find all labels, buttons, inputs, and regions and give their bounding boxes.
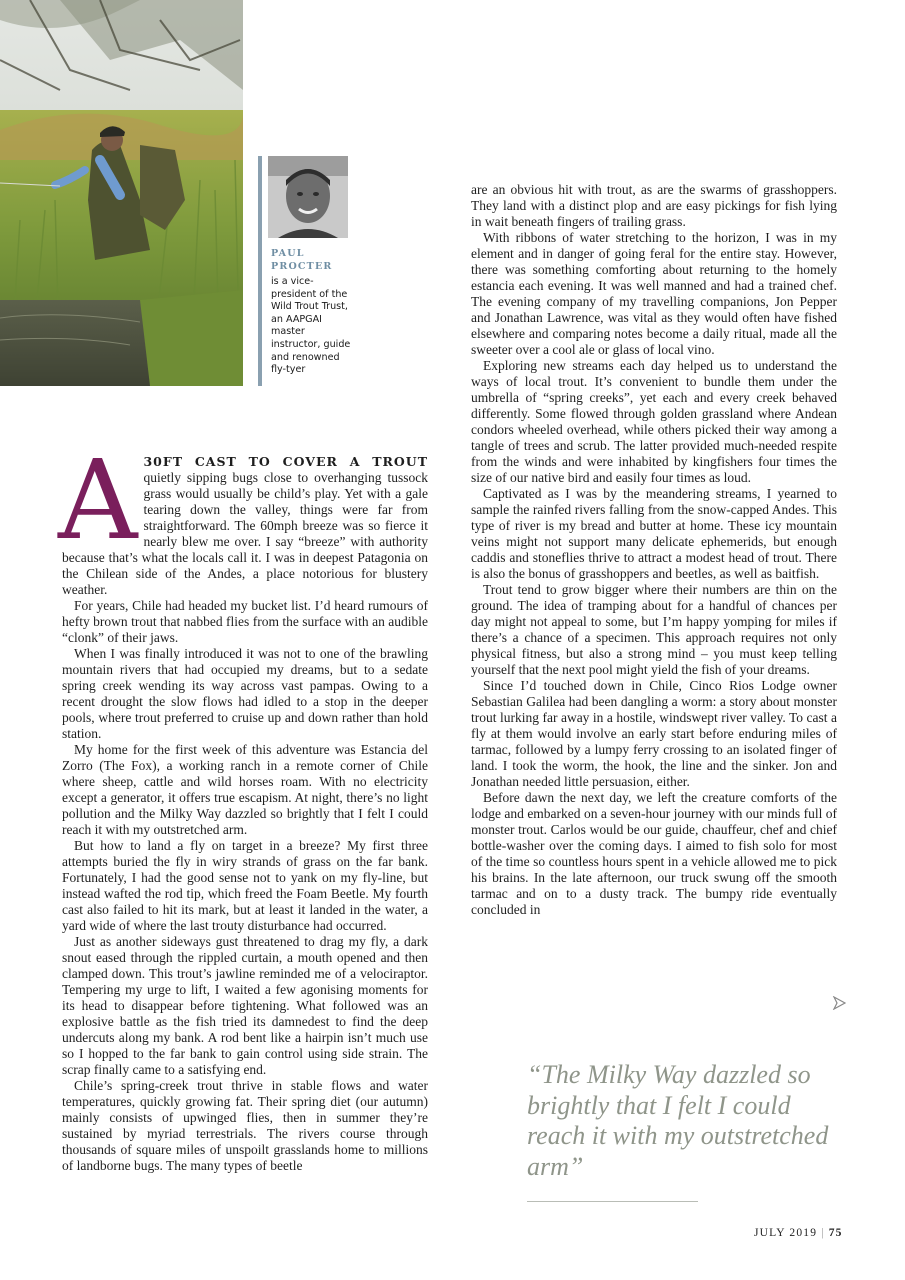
- pull-quote: “The Milky Way dazzled so brightly that I felt I could reach it with my outstretched arm”: [527, 1060, 829, 1181]
- drop-cap: A: [58, 436, 138, 564]
- footer-separator: |: [821, 1227, 825, 1239]
- article-paragraph: Captivated as I was by the meandering streams, I yearned to sample the rainfed rivers falling from the snow-capped Andes. This type of river is my bread and butter at home. These icy mountain veins might not support many delicate ephemerids, but enough caddis and stoneflies thrive to attract a modest head of trout. There is also the bonus of grasshoppers and beetles, as well as baitfish.: [471, 486, 837, 581]
- article-paragraph: For years, Chile had headed my bucket list. I’d heard rumours of hefty brown trout that nabbed flies from the surface with an audible “clonk” of their jaws.: [62, 598, 428, 645]
- bio-accent-bar: [258, 156, 262, 386]
- author-last-name: PROCTER: [271, 261, 333, 272]
- article-paragraph: My home for the first week of this adventure was Estancia del Zorro (The Fox), a working ranch in a remote corner of Chile where sheep, cattle and wild horses roam. With no electricity except a generator, it offers true escapism. At night, there’s no light pollution and the Milky Way dazzled so brightly that I felt I could reach it with my outstretched arm.: [62, 742, 428, 837]
- issue-date: JULY 2019: [754, 1227, 818, 1239]
- article-paragraph: Before dawn the next day, we left the creature comforts of the lodge and embarked on a seven-hour journey with our minds full of monster trout. Carlos would be our guide, chauffeur, chef and chief bottle-washer over the coming days. I aimed to fish solo for most of the time so countless hours spent in a vehicle allowed me to pick his brains. In the late afternoon, our truck swung off the smooth tarmac and on to a dusty track. The bumpy ride eventually concluded in: [471, 790, 837, 917]
- angler-photo: [0, 0, 243, 386]
- article-lead-in: 30FT CAST TO COVER A TROUT: [143, 454, 428, 469]
- article-paragraph: Just as another sideways gust threatened to drag my fly, a dark snout eased through the rippled curtain, a mouth opened and then clamped down. This trout’s jawline reminded me of a velociraptor. Tempering my urge to lift, I waited a few agonising moments for its head to disappear before tightening. What followed was an explosive battle as the fish tried its damnedest to find the deep undercuts along my bank. A rod bent like a hairpin isn’t much use so I hopped to the far bank to gain control using side strain. The scrap finally came to a satisfying end.: [62, 934, 428, 1077]
- author-bio: is a vice-president of the Wild Trout Trust, an AAPGAI master instructor, guide and renowned fly-tyer: [271, 276, 351, 376]
- article-paragraph: With ribbons of water stretching to the horizon, I was in my element and in danger of going feral for the entire stay. However, there was something comforting about returning to the homely estancia each evening. It was well manned and had a trained chef. The evening company of my travelling companions, Jon Pepper and Jonathan Lawrence, was vital as they would often have fished elsewhere and comparing notes become a daily ritual, made all the sweeter over a cool ale or glass of local vino.: [471, 230, 837, 357]
- pull-quote-rule: [527, 1201, 698, 1202]
- article-column-left: [58, 436, 428, 1174]
- page-number: 75: [828, 1227, 843, 1239]
- continue-arrow-icon: [832, 996, 846, 1010]
- article-paragraph: Trout tend to grow bigger where their numbers are thin on the ground. The idea of tramping about for a handful of chances per day might not appeal to some, but I’m happy yomping for miles if there’s a chance of a specimen. This approach requires not only physical fitness, but also a strong mind – you must keep telling yourself that the next pool might yield the fish of your dreams.: [471, 582, 837, 677]
- author-headshot: [268, 156, 348, 238]
- article-paragraph: are an obvious hit with trout, as are the swarms of grasshoppers. They land with a distinct plop and are easy pickings for fish lying in wait beneath fingers of trailing grass.: [471, 182, 837, 229]
- article-column-right: [471, 182, 837, 918]
- hero-photo: [0, 0, 243, 386]
- page-footer: [754, 1227, 843, 1239]
- article-paragraph: But how to land a fly on target in a breeze? My first three attempts buried the fly in wiry strands of grass on the far bank. Fortunately, I had the good sense not to yank on my fly-line, but instead wafted the rod tip, which freed the Foam Beetle. My fourth cast also failed to hit its mark, but at least it landed in the water, a yard wide of where the last trouty disturbance had occurred.: [62, 838, 428, 933]
- article-paragraph: When I was finally introduced it was not to one of the brawling mountain rivers that had occupied my dreams, but to a sedate spring creek wending its way across vast pampas. Owing to a recent drought the slow flows had idled to a stop in the deeper pools, where trout preferred to cruise up and down rather than hold station.: [62, 646, 428, 741]
- author-portrait: [268, 156, 348, 238]
- article-paragraph: Exploring new streams each day helped us to understand the ways of local trout. It’s convenient to bundle them under the umbrella of “spring creeks”, yet each and every creek behaved differently. Some flowed through golden grassland where Andean condors wheeled overhead, while others picked their way among a tangle of trees and scrub. The latter provided much-needed respite from the winds and were inhabited by kingfishers four times the size of our native bird and easily four times as loud.: [471, 358, 837, 485]
- article-paragraph: Chile’s spring-creek trout thrive in stable flows and water temperatures, quickly growing fat. Their spring diet (our autumn) mainly consists of upwinged flies, then in summer they’re sustained by myriad terrestrials. The rivers course through thousands of square miles of unspoilt grasslands home to millions of landborne bugs. The many types of beetle: [62, 1078, 428, 1173]
- author-first-name: PAUL: [271, 248, 305, 259]
- author-name: [271, 247, 351, 273]
- article-paragraph-text: quietly sipping bugs close to overhanging tussock grass would usually be child’s play. Yet with a gale tearing down the valley, things were far from straightforward. The 60mph breeze was so fierce it nearly blew me over. I say “breeze” with authority because that’s what the locals call it. I was in deepest Patagonia on the Chilean side of the Andes, a place notorious for blustery weather.: [62, 470, 428, 597]
- article-paragraph: Since I’d touched down in Chile, Cinco Rios Lodge owner Sebastian Galilea had been dangling a worm: a story about monster trout lurking far away in a hostile, windswept river valley. To cast a fly at them would involve an early start before enduring miles of tarmac, followed by a lumpy ferry crossing to an isolated finger of land. I took the worm, the hook, the line and the sinker. Jon and Jonathan needed little persuasion, either.: [471, 678, 837, 789]
